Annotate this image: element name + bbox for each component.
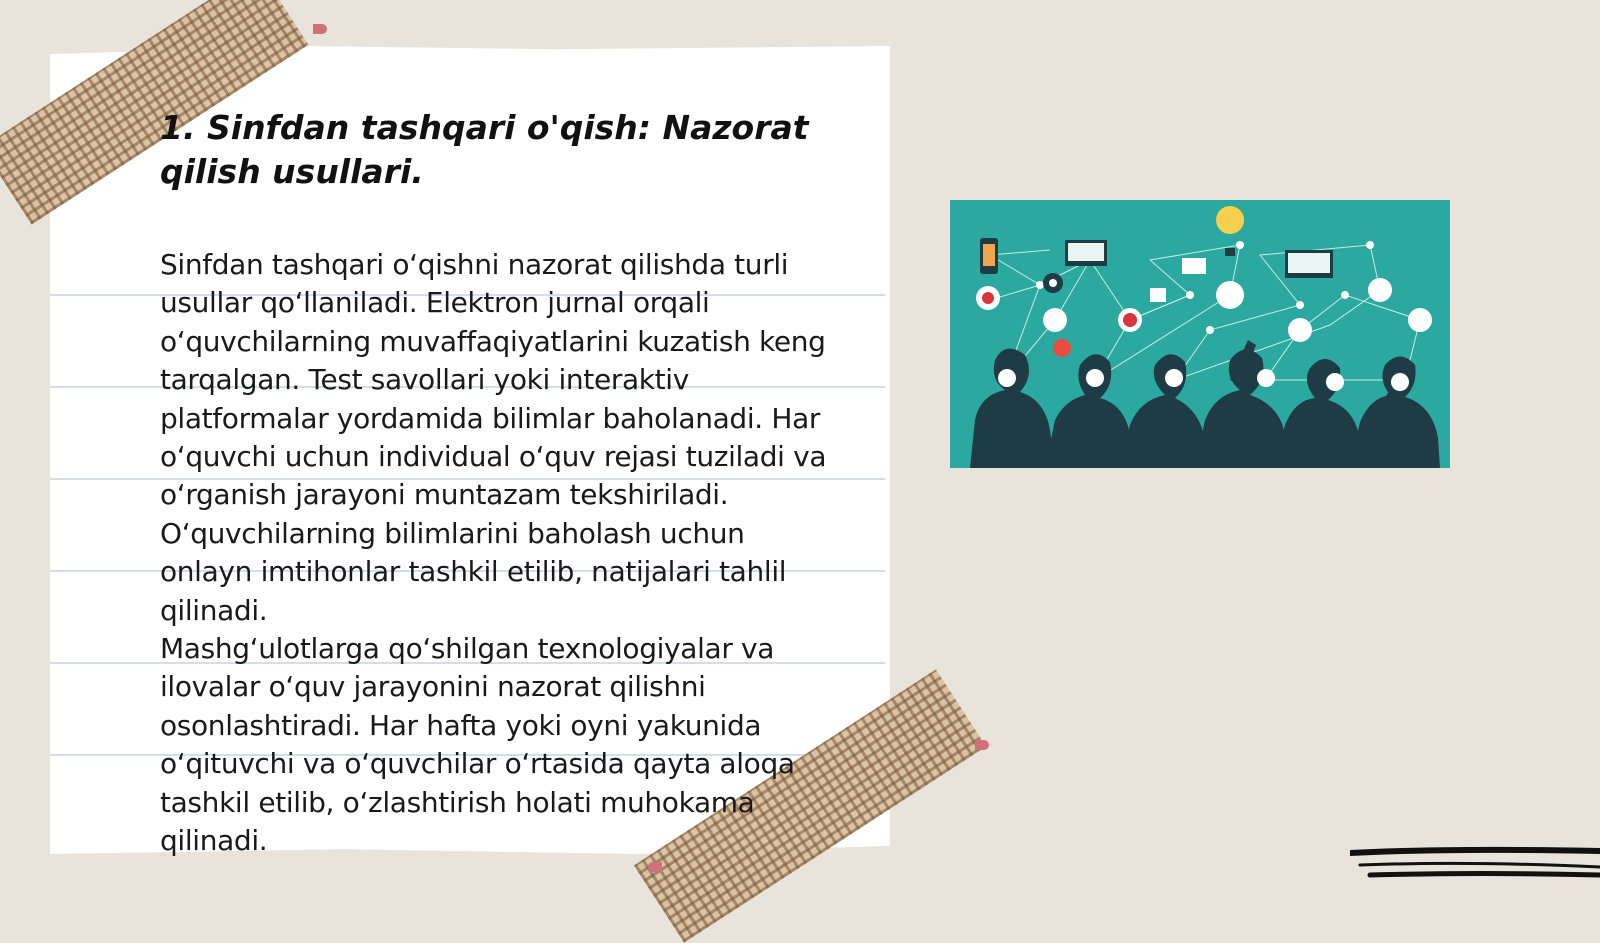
network-people-icon <box>950 200 1450 468</box>
tape-corner <box>313 24 327 34</box>
decorative-brush-strokes <box>1350 845 1600 890</box>
slide-title: 1. Sinfdan tashqari o'qish: Nazorat qilish usullari. <box>160 108 809 191</box>
tape-corner <box>975 740 989 750</box>
slide-body-text: Sinfdan tashqari o‘qishni nazorat qilishda turli usullar qo‘llaniladi. Elektron jurnal orqali o‘quvchilarning muvaffaqiyatlarini kuzatish keng tarqalgan. Test savollari yoki interaktiv platformalar yordamida bilimlar baholanadi. Har o‘quvchi uchun individual o‘quv rejasi tuziladi va o‘rganish jarayoni muntazam tekshiriladi. O‘quvchilarning bilimlarini baholash uchun onlayn imtihonlar tashkil etilib, natijalari tahlil qilinadi. Mashg‘ulotlarga qo‘shilgan texnologiyalar va ilovalar o‘quv jarayonini nazorat qilishni osonlashtiradi. Har hafta yoki oyni yakunida o‘qituvchi va o‘quvchilar o‘rtasida qayta aloqa tashkil etilib, o‘zlashtirish holati muhokama qilinadi. <box>160 248 827 858</box>
tape-corner <box>648 862 662 872</box>
